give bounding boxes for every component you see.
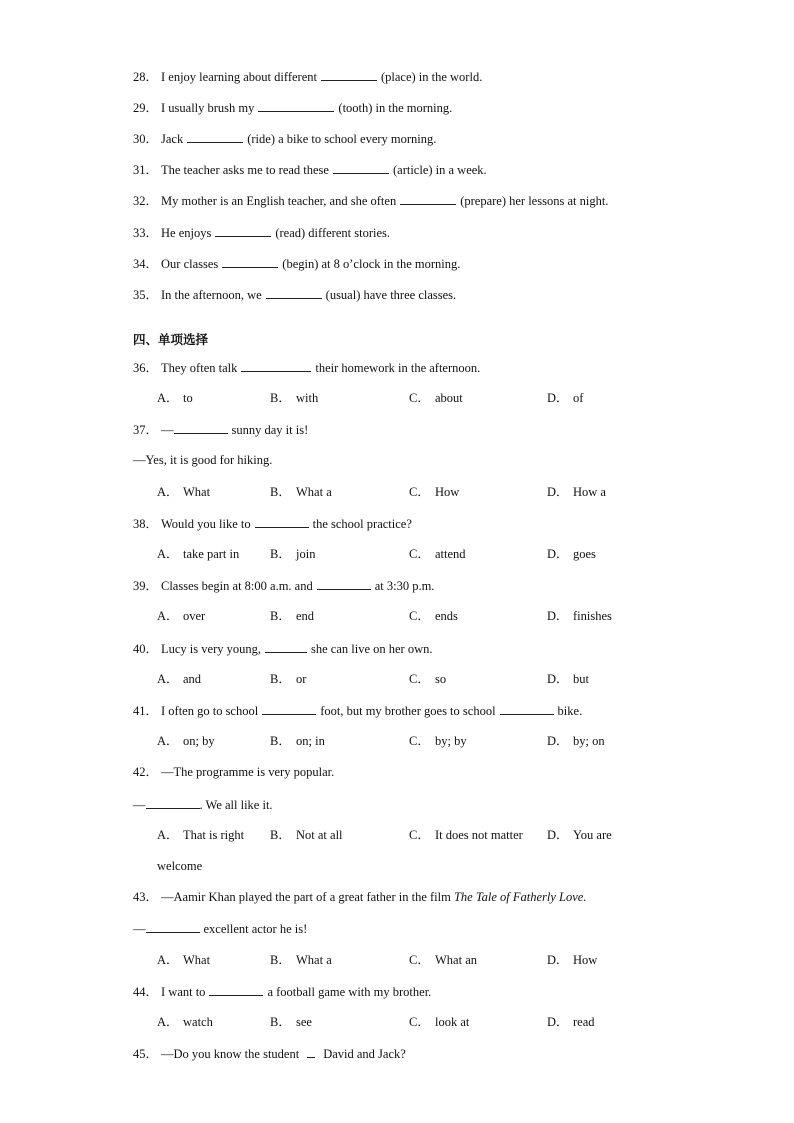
answer-blank[interactable] xyxy=(262,702,316,715)
option-c[interactable]: C． look at xyxy=(409,1015,470,1029)
option-b[interactable]: B． or xyxy=(270,672,307,686)
answer-blank[interactable] xyxy=(321,68,377,81)
question-number: 32． xyxy=(133,194,159,208)
answer-blank[interactable] xyxy=(146,796,200,809)
question-44 xyxy=(133,983,431,1000)
question-text: sunny day it is! xyxy=(231,423,309,437)
option-c[interactable]: C． about xyxy=(409,391,463,405)
option-a[interactable]: A． and xyxy=(157,672,202,686)
question-32 xyxy=(133,192,608,209)
option-b[interactable]: B． What a xyxy=(270,953,332,967)
question-text: I enjoy learning about different xyxy=(161,70,317,84)
question-text: foot, but my brother goes to school xyxy=(320,704,496,718)
question-42-reply xyxy=(133,796,273,813)
question-text: They often talk xyxy=(161,361,238,375)
option-a[interactable]: A． What xyxy=(157,485,211,499)
question-text: — xyxy=(133,798,146,812)
option-c[interactable]: C． How xyxy=(409,485,460,499)
answer-blank[interactable] xyxy=(241,359,311,372)
question-text: I want to xyxy=(161,985,206,999)
option-d[interactable]: D． How xyxy=(547,953,598,967)
question-45 xyxy=(133,1045,406,1062)
answer-blank[interactable] xyxy=(258,99,334,112)
question-text: Lucy is very young, xyxy=(161,642,261,656)
question-text: (article) in a week. xyxy=(392,163,487,177)
question-text: excellent actor he is! xyxy=(203,922,308,936)
question-36 xyxy=(133,359,480,376)
question-42 xyxy=(133,764,334,780)
question-number: 40． xyxy=(133,642,159,656)
option-b[interactable]: B． Not at all xyxy=(270,828,343,842)
answer-blank[interactable] xyxy=(265,640,307,653)
option-d[interactable]: D． but xyxy=(547,672,589,686)
option-b[interactable]: B． with xyxy=(270,391,319,405)
question-text: their homework in the afternoon. xyxy=(315,361,481,375)
answer-blank[interactable] xyxy=(174,421,228,434)
question-text: a football game with my brother. xyxy=(267,985,432,999)
question-text: (ride) a bike to school every morning. xyxy=(247,132,437,146)
option-d[interactable]: D． by; on xyxy=(547,734,605,748)
answer-blank[interactable] xyxy=(187,130,243,143)
question-text: (tooth) in the morning. xyxy=(338,101,453,115)
question-text: My mother is an English teacher, and she often xyxy=(161,194,397,208)
question-text: I often go to school xyxy=(161,704,259,718)
question-34 xyxy=(133,255,460,272)
question-text: Would you like to xyxy=(161,517,251,531)
answer-blank[interactable] xyxy=(222,255,278,268)
option-d[interactable]: D． goes xyxy=(547,547,596,561)
question-31 xyxy=(133,161,487,178)
question-43 xyxy=(133,889,586,905)
question-text: He enjoys xyxy=(161,226,212,240)
answer-blank[interactable] xyxy=(266,286,322,299)
question-number: 34． xyxy=(133,257,159,271)
question-number: 37． xyxy=(133,423,159,437)
answer-blank[interactable] xyxy=(146,920,200,933)
option-b[interactable]: B． What a xyxy=(270,485,332,499)
option-d-continued: welcome xyxy=(157,859,203,873)
question-number: 45． xyxy=(133,1047,159,1061)
question-text: —Do you know the student xyxy=(161,1047,300,1061)
option-d[interactable]: D． read xyxy=(547,1015,595,1029)
question-number: 43． xyxy=(133,890,159,904)
question-text: Our classes xyxy=(161,257,219,271)
option-b[interactable]: B． on; in xyxy=(270,734,325,748)
question-37-reply: —Yes, it is good for hiking. xyxy=(133,453,273,467)
question-number: 44． xyxy=(133,985,159,999)
question-text: at 3:30 p.m. xyxy=(374,579,435,593)
question-text: —Aamir Khan played the part of a great father in the film xyxy=(161,890,451,904)
question-text: — xyxy=(161,423,174,437)
option-c[interactable]: C． so xyxy=(409,672,447,686)
question-43-reply xyxy=(133,920,307,937)
option-a[interactable]: A． to xyxy=(157,391,193,405)
option-a[interactable]: A． watch xyxy=(157,1015,213,1029)
question-text: (usual) have three classes. xyxy=(325,288,457,302)
option-d[interactable]: D． How a xyxy=(547,485,606,499)
question-number: 29． xyxy=(133,101,159,115)
answer-blank[interactable] xyxy=(400,192,456,205)
question-text: David and Jack? xyxy=(323,1047,406,1061)
question-number: 30． xyxy=(133,132,159,146)
question-29 xyxy=(133,99,452,116)
question-number: 31． xyxy=(133,163,159,177)
option-a[interactable]: A． That is right xyxy=(157,828,245,842)
option-a[interactable]: A． on; by xyxy=(157,734,215,748)
option-c[interactable]: C． It does not matter xyxy=(409,828,523,842)
option-c[interactable]: C． ends xyxy=(409,609,458,623)
section-title: 四、单项选择 xyxy=(133,332,209,347)
option-a[interactable]: A． over xyxy=(157,609,206,623)
question-text: In the afternoon, we xyxy=(161,288,262,302)
answer-blank[interactable] xyxy=(500,702,554,715)
question-28 xyxy=(133,68,482,85)
question-text: The teacher asks me to read these xyxy=(161,163,329,177)
option-b[interactable]: B． end xyxy=(270,609,315,623)
answer-blank[interactable] xyxy=(333,161,389,174)
question-text: bike. xyxy=(557,704,583,718)
question-text: I usually brush my xyxy=(161,101,255,115)
question-text: (read) different stories. xyxy=(275,226,390,240)
option-c[interactable]: C． attend xyxy=(409,547,466,561)
question-text: (place) in the world. xyxy=(380,70,483,84)
question-text: (begin) at 8 o’clock in the morning. xyxy=(282,257,461,271)
question-41 xyxy=(133,702,582,719)
question-number: 41． xyxy=(133,704,159,718)
question-number: 39． xyxy=(133,579,159,593)
question-text: (prepare) her lessons at night. xyxy=(460,194,609,208)
question-30 xyxy=(133,130,436,147)
question-33 xyxy=(133,224,390,241)
question-40 xyxy=(133,640,432,657)
question-text: . We all like it. xyxy=(199,798,273,812)
question-text: she can live on her own. xyxy=(310,642,433,656)
option-b[interactable]: B． join xyxy=(270,547,316,561)
option-b[interactable]: B． see xyxy=(270,1015,312,1029)
question-text: the school practice? xyxy=(312,517,412,531)
question-number: 36． xyxy=(133,361,159,375)
option-c[interactable]: C． What an xyxy=(409,953,477,967)
question-38 xyxy=(133,515,412,532)
question-number: 35． xyxy=(133,288,159,302)
option-c[interactable]: C． by; by xyxy=(409,734,467,748)
question-text: Jack xyxy=(161,132,184,146)
answer-blank[interactable] xyxy=(215,224,271,237)
answer-blank[interactable] xyxy=(255,515,309,528)
option-a[interactable]: A． take part in xyxy=(157,547,240,561)
question-number: 33． xyxy=(133,226,159,240)
question-text: Classes begin at 8:00 a.m. and xyxy=(161,579,313,593)
film-title: The Tale of Fatherly Love. xyxy=(453,890,587,904)
question-35 xyxy=(133,286,456,303)
answer-blank[interactable] xyxy=(307,1045,315,1058)
question-39 xyxy=(133,577,434,594)
question-37 xyxy=(133,421,308,438)
option-a[interactable]: A． What xyxy=(157,953,211,967)
answer-blank[interactable] xyxy=(317,577,371,590)
option-d[interactable]: D． You are xyxy=(547,828,612,842)
question-number: 42． xyxy=(133,765,159,779)
question-text: — xyxy=(133,922,146,936)
question-text: —The programme is very popular. xyxy=(161,765,335,779)
question-number: 28． xyxy=(133,70,159,84)
option-d[interactable]: D． of xyxy=(547,391,584,405)
answer-blank[interactable] xyxy=(209,983,263,996)
option-d[interactable]: D． finishes xyxy=(547,609,612,623)
question-number: 38． xyxy=(133,517,159,531)
